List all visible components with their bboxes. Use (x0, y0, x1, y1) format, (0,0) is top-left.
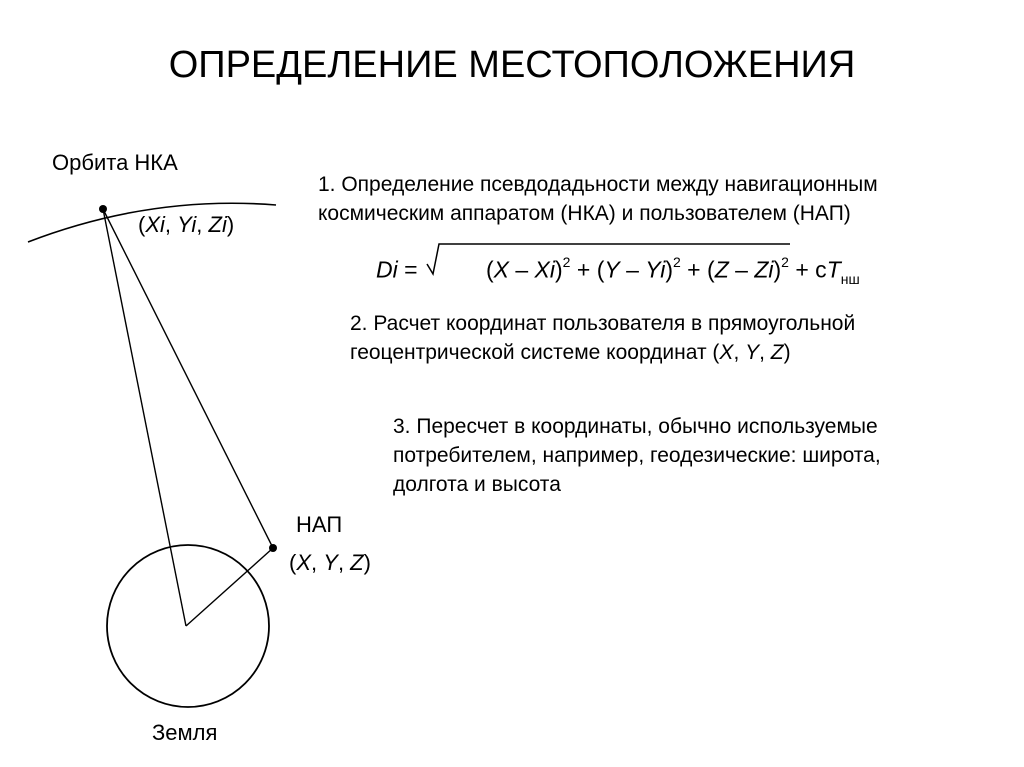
pseudorange-formula: $Di = (X - Xi)^2 + (Y - Yi)^2 + (Z - Zi)^2 + cT_{нш}$ (376, 254, 860, 287)
step-3-line-2: потребителем, например, геодезические: широта, (393, 444, 881, 467)
page-title: ОПРЕДЕЛЕНИЕ МЕСТОПОЛОЖЕНИЯ (168, 44, 856, 86)
step-3-line-3: долгота и высота (393, 473, 561, 496)
step-1-line-2: космическим аппаратом (НКА) и пользователем (НАП) (318, 202, 851, 225)
formula-lhs: Di (376, 256, 398, 283)
receiver-point (269, 544, 277, 552)
satellite-to-receiver-line (103, 209, 273, 548)
square-root-sign (424, 240, 794, 290)
satellite-to-earth-center-line (103, 209, 186, 626)
step-3-line-1: 3. Пересчет в координаты, обычно используемые (393, 415, 878, 438)
earth-label: Земля (152, 720, 218, 745)
receiver-coordinates: (X, Y, Z) (289, 550, 371, 575)
satellite-coordinates: (Xi, Yi, Zi) (138, 212, 235, 237)
orbit-label: Орбита НКА (52, 150, 178, 175)
earth-circle (107, 545, 269, 707)
step-2-line-2: геоцентрической системе координат (X, Y, Z) (350, 341, 791, 364)
receiver-label: НАП (296, 512, 343, 537)
satellite-point (99, 205, 107, 213)
step-2-text (350, 309, 990, 367)
step-1-text (318, 170, 1018, 228)
step-2-line-1: 2. Расчет координат пользователя в прямоугольной (350, 312, 856, 335)
step-1-line-1: 1. Определение псевдодадьности между навигационным (318, 173, 878, 196)
step-3-text (393, 412, 1003, 499)
